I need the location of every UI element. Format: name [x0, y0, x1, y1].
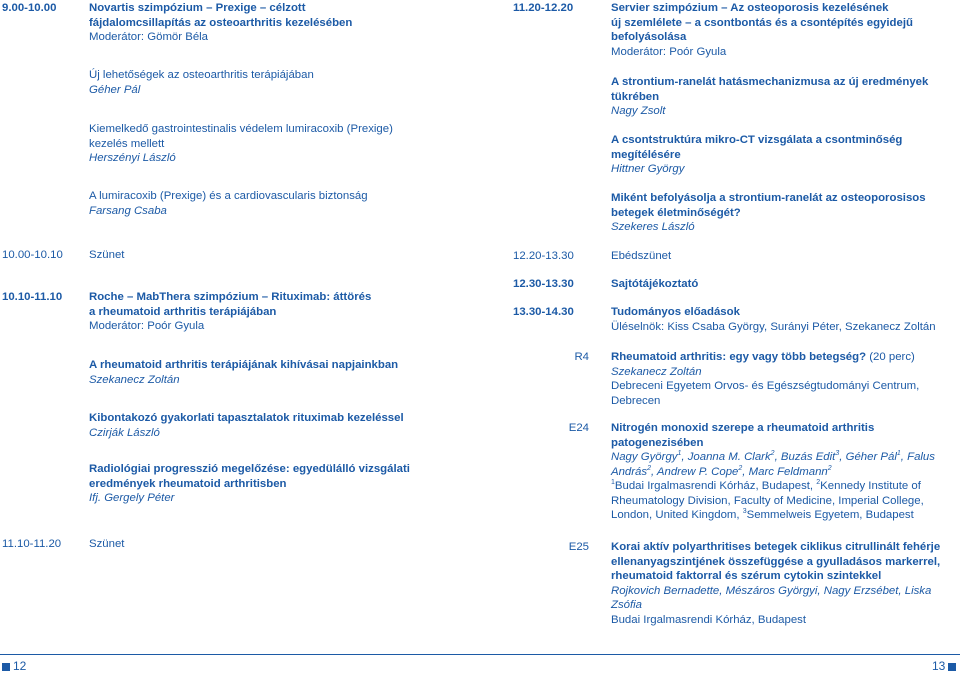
session-block	[89, 1, 489, 45]
authors: András$^2$, Andrew P. Cope$^2$, Marc Feldmann$^2$	[611, 464, 832, 478]
abstract	[611, 350, 951, 408]
abstract-title: rheumatoid faktorral és szérum cytokin szintekkel	[611, 570, 882, 582]
talk-title: A strontium-ranelát hatásmechanizmusa az új eredmények	[611, 76, 929, 88]
session-time: 10.10-11.10	[2, 291, 63, 303]
abstract-title: Rheumatoid arthritis: egy vagy több betegség?	[611, 351, 867, 363]
page-number-left: 12	[13, 659, 27, 673]
speaker: Szekanecz Zoltán	[611, 365, 702, 378]
talk	[611, 191, 951, 235]
footer-rule	[0, 654, 960, 655]
authors: Nagy György$^1$, Joanna M. Clark$^2$, Buzás Edit$^3$, Géher Pál$^1$, Falus	[611, 450, 935, 463]
session-title: fájdalomcsillapítás az osteoarthritis kezelésében	[89, 16, 353, 29]
speaker: Géher Pál	[89, 83, 141, 96]
speaker: Hittner György	[611, 163, 685, 175]
talk-title: Radiológiai progresszió megelőzése: egyedülálló vizsgálati	[89, 463, 410, 475]
speaker: Czirják László	[89, 426, 160, 439]
break-time: 11.10-11.20	[2, 538, 62, 550]
session-title: új szemlélete – a csontbontás és a csontépítés egyidejű	[611, 16, 913, 29]
moderator: Moderátor: Poór Gyula	[89, 320, 205, 332]
talk	[611, 133, 951, 177]
session-title: befolyásolása	[611, 31, 687, 43]
talk-title: A csontstruktúra mikro-CT vizsgálata a csontminőség	[611, 134, 903, 146]
talk	[89, 68, 489, 97]
talk	[89, 358, 489, 387]
talk-title: Kiemelkedő gastrointestinalis védelem lumiracoxib (Prexige)	[89, 123, 393, 135]
talk-title: eredmények rheumatoid arthritisben	[89, 477, 287, 490]
chairs: Üléselnök: Kiss Csaba György, Surányi Péter, Szekanecz Zoltán	[611, 320, 936, 333]
page-number-right: 13	[932, 659, 946, 673]
talk-title: A lumiracoxib (Prexige) és a cardiovascularis biztonság	[89, 190, 368, 202]
abstract-title: ellenanyagszintjének összefüggése a gyulladásos markerrel,	[611, 555, 941, 568]
affiliation: Debrecen	[611, 394, 661, 407]
abstract-code: R4	[574, 351, 589, 363]
talk-title: Új lehetőségek az osteoarthritis terápiájában	[89, 69, 314, 81]
session-title: a rheumatoid arthritis terápiájában	[89, 305, 277, 318]
abstract	[611, 421, 951, 523]
break-label: Szünet	[89, 249, 125, 261]
speaker: Farsang Csaba	[89, 204, 167, 217]
speaker: Szekanecz Zoltán	[89, 373, 180, 386]
page-marker-square-icon	[948, 663, 956, 671]
speaker: Szekeres László	[611, 221, 695, 233]
session-title: Roche – MabThera szimpózium – Rituximab: áttörés	[89, 291, 372, 303]
press-time: 12.30-13.30	[513, 278, 574, 290]
duration: (20 perc)	[869, 351, 915, 363]
talk-title: Kibontakozó gyakorlati tapasztalatok rituximab kezeléssel	[89, 412, 404, 424]
session-title: Servier szimpózium – Az osteoporosis kezelésének	[611, 2, 889, 14]
abstract-title: patogenezisében	[611, 436, 704, 449]
session-time: 11.20-12.20	[513, 2, 574, 14]
talk	[611, 75, 951, 119]
abstract-title: Nitrogén monoxid szerepe a rheumatoid arthritis	[611, 422, 875, 434]
affiliation: Debreceni Egyetem Orvos- és Egészségtudományi Centrum,	[611, 380, 920, 392]
break-time: 10.00-10.10	[2, 249, 63, 261]
moderator: Moderátor: Gömör Béla	[89, 31, 209, 43]
science-block	[611, 305, 951, 334]
break-label: Ebédszünet	[611, 250, 672, 262]
break-time: 12.20-13.30	[513, 250, 574, 262]
abstract-title: Korai aktív polyarthritises betegek ciklikus citrullinált fehérje	[611, 541, 941, 553]
talk	[89, 462, 489, 506]
authors: Rojkovich Bernadette, Mészáros Györgyi, Nagy Erzsébet, Liska Zsófia	[611, 584, 932, 611]
session-title: Novartis szimpózium – Prexige – célzott	[89, 2, 306, 14]
session-block	[89, 290, 489, 334]
speaker: Nagy Zsolt	[611, 105, 666, 117]
science-label: Tudományos előadások	[611, 306, 740, 318]
moderator: Moderátor: Poór Gyula	[611, 45, 727, 58]
abstract	[611, 540, 956, 627]
speaker: Ifj. Gergely Péter	[89, 492, 175, 504]
talk-title: kezelés mellett	[89, 137, 165, 150]
talk-title: tükrében	[611, 90, 660, 103]
talk	[89, 189, 489, 218]
affiliation: $^1$Budai Irgalmasrendi Kórház, Budapest, $^2$Kennedy Institute of	[611, 479, 921, 492]
abstract-code: E25	[568, 541, 589, 553]
speaker: Herszényi László	[89, 152, 176, 164]
affiliation: London, United Kingdom, $^3$Semmelweis Egyetem, Budapest	[611, 508, 914, 521]
affiliation: Rheumatology Division, Faculty of Medicine, Imperial College,	[611, 494, 924, 507]
science-time: 13.30-14.30	[513, 306, 574, 318]
talk	[89, 411, 489, 440]
talk-title: megítélésére	[611, 148, 681, 161]
talk-title: betegek életminőségét?	[611, 206, 741, 219]
affiliation: Budai Irgalmasrendi Kórház, Budapest	[611, 613, 807, 626]
talk-title: Miként befolyásolja a strontium-ranelát az osteoporosisos	[611, 192, 926, 204]
talk	[89, 122, 489, 166]
page-marker-square-icon	[2, 663, 10, 671]
press-label: Sajtótájékoztató	[611, 278, 699, 290]
talk-title: A rheumatoid arthritis terápiájának kihívásai napjainkban	[89, 359, 399, 371]
session-time: 9.00-10.00	[2, 2, 57, 14]
break-label: Szünet	[89, 538, 125, 550]
abstract-code: E24	[568, 422, 589, 434]
session-block	[611, 1, 951, 59]
